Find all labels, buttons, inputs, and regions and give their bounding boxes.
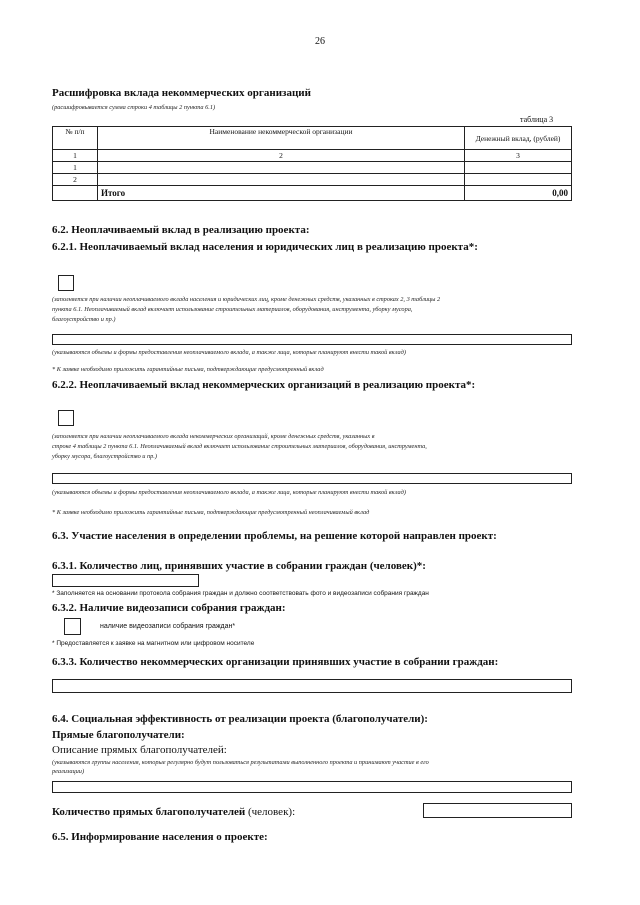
note-6-2-1-line-3: благоустройство и пр.) [52, 316, 116, 323]
table-header-row [53, 127, 572, 150]
page-number: 26 [315, 36, 325, 47]
table-total-row [53, 186, 572, 201]
video-checkbox[interactable] [64, 618, 81, 635]
beneficiaries-count-label-bold: Количество прямых благополучателей [52, 806, 246, 818]
table-cell[interactable] [98, 174, 465, 186]
table-cell[interactable] [465, 174, 572, 186]
table-row [53, 162, 572, 174]
heading-6-2: 6.2. Неоплачиваемый вклад в реализацию проекта: [52, 224, 310, 236]
table-cell[interactable] [98, 162, 465, 174]
checkbox-6-2-1[interactable] [58, 275, 74, 291]
description-label: Описание прямых благополучателей: [52, 744, 227, 756]
section-note: (расшифровывается сумма строки 4 таблицы 2 пункта 6.1) [52, 104, 216, 111]
description-note-line-2: реализации) [52, 768, 85, 775]
footnote-6-3-2: * Предоставляется к заявке на магнитном или цифровом носителе [52, 640, 255, 647]
heading-6-3-2: 6.3.2. Наличие видеозаписи собрания граждан: [52, 602, 286, 614]
total-value: 0,00 [465, 186, 572, 201]
footnote-6-3-1: * Заполняется на основании протокола собрания граждан и должно соответствовать фото и видеозаписи собрания граждан [52, 590, 429, 597]
heading-6-3-3: 6.3.3. Количество некоммерческих организации принявших участие в собрании граждан: [52, 656, 499, 668]
header-cell-number: № п/п [53, 127, 98, 150]
direct-beneficiaries-heading: Прямые благополучатели: [52, 729, 185, 741]
table-cell: 1 [53, 162, 98, 174]
field-note-6-2-2: (указываются объемы и формы предоставления неоплачиваемого вклада, а также лица, которые планируют внести такой вклад) [52, 489, 406, 496]
table-row [53, 174, 572, 186]
description-note-line-1: (указываются группы населения, которые регулярно будут пользоваться результатами выполненного проекта и принимают участие в его [52, 759, 429, 766]
table-number-row [53, 150, 572, 162]
heading-6-2-2: 6.2.2. Неоплачиваемый вклад некоммерческих организаций в реализацию проекта*: [52, 379, 476, 391]
total-label: Итого [98, 186, 465, 201]
beneficiaries-count-unit: (человек): [247, 806, 296, 818]
beneficiaries-description-field[interactable] [52, 781, 572, 793]
heading-6-5: 6.5. Информирование населения о проекте: [52, 831, 268, 843]
field-6-2-1[interactable] [52, 334, 572, 345]
note-6-2-2-line-1: (заполняется при наличии неоплачиваемого вклада некоммерческих организаций, кроме денежных средств, указанных в [52, 433, 375, 440]
heading-6-3-1: 6.3.1. Количество лиц, принявших участие в собрании граждан (человек)*: [52, 560, 426, 572]
heading-6-4: 6.4. Социальная эффективность от реализации проекта (благополучатели): [52, 713, 428, 725]
table-cell[interactable] [465, 162, 572, 174]
field-6-2-2[interactable] [52, 473, 572, 484]
table-cell: 2 [53, 174, 98, 186]
note-6-2-1-line-1: (заполняется при наличии неоплачиваемого вклада населения и юридических лиц, кроме денежных средств, указанных в строках 2, 3 таблицы 2 [52, 296, 441, 303]
beneficiaries-count-label [52, 806, 295, 818]
footnote-6-2-1: * К заявке необходимо приложить гарантийные письма, подтверждающие предусмотренный вклад [52, 366, 324, 373]
table-cell: 3 [465, 150, 572, 162]
video-checkbox-label: наличие видеозаписи собрания граждан* [100, 623, 236, 630]
table-cell: 2 [98, 150, 465, 162]
field-note-6-2-1: (указываются объемы и формы предоставления неоплачиваемого вклада, а также лица, которые планируют внести такой вклад) [52, 349, 406, 356]
table-cell: 1 [53, 150, 98, 162]
header-cell-amount: Денежный вклад, (рублей) [465, 127, 572, 150]
beneficiaries-count-field[interactable] [423, 803, 572, 818]
note-6-2-2-line-2: строке 4 таблицы 2 пункта 6.1. Неоплачиваемый вклад включает использование строительных материалов, оборудования, инструмента, [52, 443, 427, 450]
heading-6-2-1: 6.2.1. Неоплачиваемый вклад населения и юридических лиц в реализацию проекта*: [52, 241, 478, 253]
nko-count-field[interactable] [52, 679, 572, 693]
table-label: таблица 3 [520, 115, 554, 124]
section-title: Расшифровка вклада некоммерческих организаций [52, 87, 311, 99]
note-6-2-2-line-3: уборку мусора, благоустройство и пр.) [52, 453, 157, 460]
footnote-6-2-2: * К заявке необходимо приложить гарантийные письма, подтверждающие предусмотренный неоплачиваемый вклад [52, 509, 370, 516]
checkbox-6-2-2[interactable] [58, 410, 74, 426]
heading-6-3: 6.3. Участие населения в определении проблемы, на решение которой направлен проект: [52, 530, 497, 542]
contribution-table [52, 126, 572, 201]
participants-count-field[interactable] [52, 574, 199, 587]
note-6-2-1-line-2: пункта 6.1. Неоплачиваемый вклад включает использование строительных материалов, оборудования, инструмента, уборку мусора, [52, 306, 413, 313]
header-cell-name: Наименование некоммерческой организации [98, 127, 465, 150]
